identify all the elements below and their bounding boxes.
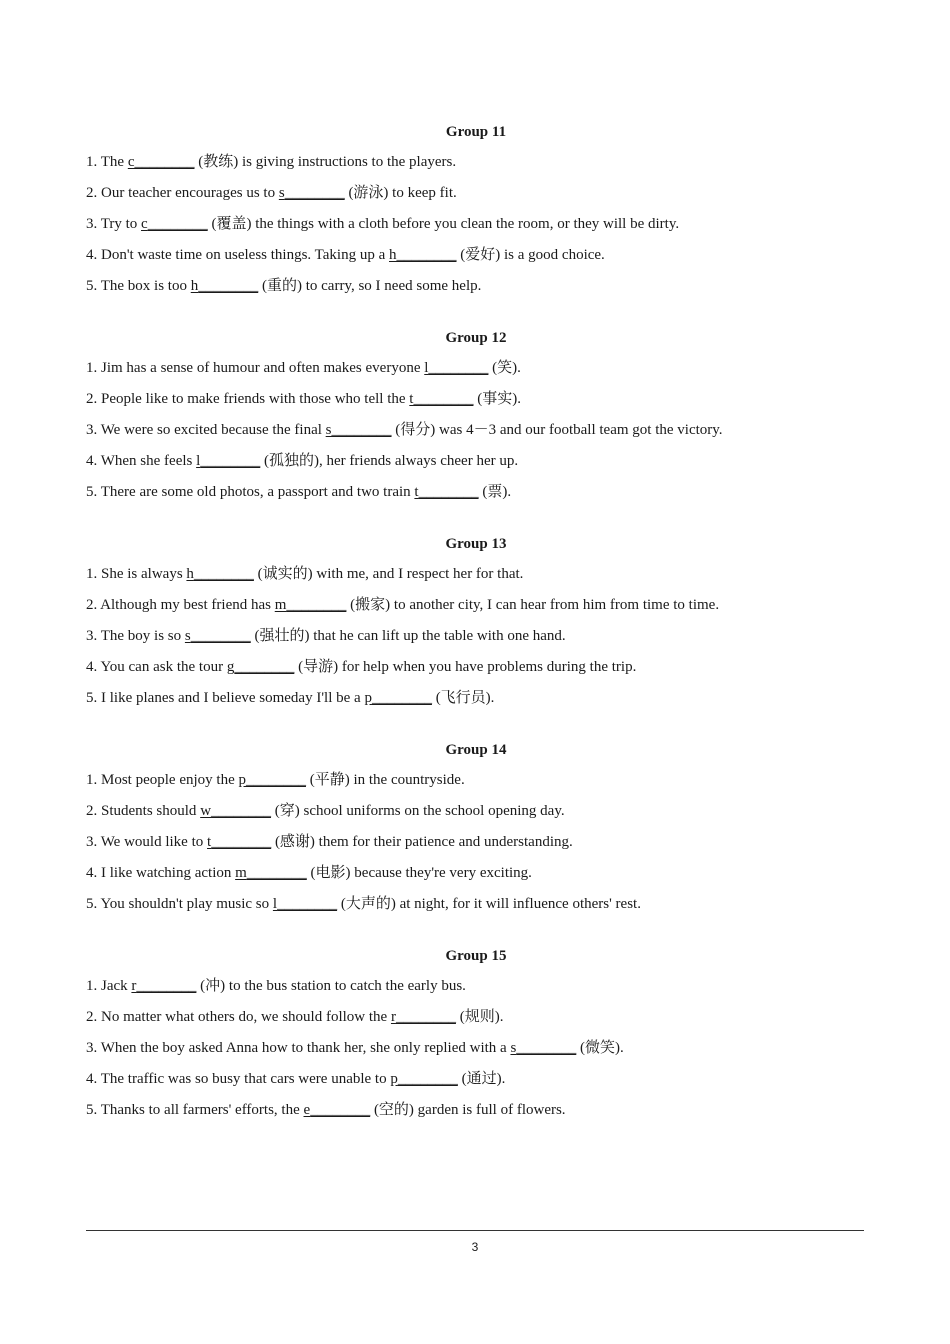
item-text: 1. Most people enjoy the xyxy=(86,772,239,788)
group-section xyxy=(86,532,866,718)
group-section xyxy=(86,738,866,924)
item-text: (覆盖) the things with a cloth before you clean the room, or they will be dirty. xyxy=(207,216,680,232)
hint-letter: l xyxy=(424,360,429,376)
answer-blank xyxy=(364,690,432,706)
item-text: (事实). xyxy=(473,391,521,407)
item-text: 5. There are some old photos, a passport and two train xyxy=(86,484,415,500)
footer-divider xyxy=(86,1230,864,1231)
item-text: (大声的) at night, for it will influence others' rest. xyxy=(337,896,641,912)
blank-line: ________ xyxy=(286,597,347,613)
hint-letter: t xyxy=(414,484,419,500)
group-section xyxy=(86,120,866,306)
group-title: Group 15 xyxy=(445,948,507,964)
hint-letter: l xyxy=(272,896,278,912)
blank-line: ________ xyxy=(234,659,295,675)
exercise-item xyxy=(86,625,866,656)
blank-line: ________ xyxy=(371,690,432,706)
answer-blank xyxy=(235,865,307,881)
blank-line: ________ xyxy=(331,422,392,438)
item-text: 4. You can ask the tour xyxy=(86,659,227,675)
item-text: 3. When the boy asked Anna how to thank her, she only replied with a xyxy=(86,1040,511,1056)
item-text: (强壮的) that he can lift up the table with one hand. xyxy=(250,628,566,644)
answer-blank xyxy=(131,978,196,994)
exercise-item xyxy=(86,862,866,893)
exercise-item xyxy=(86,831,866,862)
hint-letter: t xyxy=(207,834,212,850)
hint-letter: p xyxy=(390,1071,398,1087)
hint-letter: m xyxy=(235,865,247,881)
blank-line: ________ xyxy=(245,772,306,788)
hint-letter: c xyxy=(141,216,148,232)
answer-blank xyxy=(275,597,347,613)
hint-letter: w xyxy=(200,803,212,819)
group-title: Group 13 xyxy=(445,536,507,552)
answer-blank xyxy=(279,185,345,201)
worksheet-body xyxy=(86,120,866,1150)
exercise-item xyxy=(86,1037,866,1068)
blank-line: ________ xyxy=(413,391,474,407)
answer-blank xyxy=(414,484,478,500)
item-text: (诚实的) with me, and I respect her for that. xyxy=(253,566,524,582)
answer-blank xyxy=(186,566,254,582)
answer-blank xyxy=(191,278,259,294)
hint-letter: s xyxy=(278,185,285,201)
hint-letter: e xyxy=(303,1102,311,1118)
hint-letter: p xyxy=(364,690,372,706)
answer-blank xyxy=(141,216,208,232)
item-text: 4. Don't waste time on useless things. Taking up a xyxy=(86,247,390,263)
answer-blank xyxy=(128,154,195,170)
blank-line: ________ xyxy=(397,1071,458,1087)
answer-blank xyxy=(409,391,473,407)
item-text: (孤独的), her friends always cheer her up. xyxy=(260,453,519,469)
answer-blank xyxy=(227,659,295,675)
exercise-item xyxy=(86,563,866,594)
hint-letter: h xyxy=(389,247,397,263)
hint-letter: h xyxy=(190,278,199,294)
group-title: Group 11 xyxy=(445,124,507,140)
blank-line: ________ xyxy=(396,247,457,263)
exercise-item xyxy=(86,594,866,625)
hint-letter: s xyxy=(325,422,332,438)
group-section xyxy=(86,326,866,512)
item-text: (导游) for help when you have problems during the trip. xyxy=(294,659,637,675)
item-text: 3. Try to xyxy=(86,216,142,232)
exercise-item xyxy=(86,656,866,687)
item-text: (微笑). xyxy=(576,1040,624,1056)
answer-blank xyxy=(390,1071,458,1087)
item-text: (教练) is giving instructions to the players. xyxy=(194,154,457,170)
item-text: 3. We would like to xyxy=(86,834,208,850)
blank-line: ________ xyxy=(516,1040,577,1056)
hint-letter: m xyxy=(274,597,287,613)
item-text: 2. People like to make friends with those who tell the xyxy=(86,391,410,407)
item-text: 5. I like planes and I believe someday I'll be a xyxy=(86,690,365,706)
hint-letter: l xyxy=(196,453,201,469)
hint-letter: s xyxy=(510,1040,517,1056)
answer-blank xyxy=(238,772,306,788)
item-text: 3. We were so excited because the final xyxy=(86,422,326,438)
item-text: (笑). xyxy=(488,360,521,376)
exercise-item xyxy=(86,244,866,275)
exercise-item xyxy=(86,213,866,244)
answer-blank xyxy=(424,360,488,376)
exercise-item xyxy=(86,1068,866,1099)
exercise-item xyxy=(86,450,866,481)
answer-blank xyxy=(389,247,457,263)
blank-line: ________ xyxy=(134,154,195,170)
group-title: Group 14 xyxy=(445,742,507,758)
item-text: 2. Students should xyxy=(86,803,201,819)
exercise-item xyxy=(86,1099,866,1130)
hint-letter: g xyxy=(226,659,235,675)
item-text: 4. The traffic was so busy that cars were unable to xyxy=(86,1071,391,1087)
exercise-item xyxy=(86,275,866,306)
answer-blank xyxy=(200,803,271,819)
answer-blank xyxy=(207,834,271,850)
exercise-item xyxy=(86,182,866,213)
item-text: (平静) in the countryside. xyxy=(305,772,465,788)
exercise-item xyxy=(86,151,866,182)
answer-blank xyxy=(391,1009,456,1025)
blank-line: ________ xyxy=(310,1102,371,1118)
answer-blank xyxy=(304,1102,371,1118)
item-text: (空的) garden is full of flowers. xyxy=(370,1102,566,1118)
answer-blank xyxy=(510,1040,576,1056)
hint-letter: s xyxy=(184,628,191,644)
exercise-item xyxy=(86,800,866,831)
item-text: 5. Thanks to all farmers' efforts, the xyxy=(86,1102,304,1118)
group-title: Group 12 xyxy=(445,330,507,346)
hint-letter: t xyxy=(409,391,414,407)
item-text: (冲) to the bus station to catch the early bus. xyxy=(196,978,466,994)
blank-line: ________ xyxy=(193,566,254,582)
item-text: (电影) because they're very exciting. xyxy=(306,865,532,881)
item-text: 5. You shouldn't play music so xyxy=(86,896,273,912)
exercise-item xyxy=(86,1006,866,1037)
item-text: (飞行员). xyxy=(431,690,495,706)
item-text: 4. I like watching action xyxy=(86,865,236,881)
item-text: 1. Jim has a sense of humour and often makes everyone xyxy=(86,360,425,376)
exercise-item xyxy=(86,419,866,450)
blank-line: ________ xyxy=(198,278,259,294)
item-text: 1. Jack xyxy=(86,978,132,994)
exercise-item xyxy=(86,481,866,512)
blank-line: ________ xyxy=(136,978,197,994)
hint-letter: p xyxy=(238,772,246,788)
blank-line: ________ xyxy=(277,896,338,912)
group-section xyxy=(86,944,866,1130)
answer-blank xyxy=(196,453,260,469)
answer-blank xyxy=(326,422,392,438)
item-text: (爱好) is a good choice. xyxy=(456,247,605,263)
blank-line: ________ xyxy=(211,834,272,850)
blank-line: ________ xyxy=(211,803,272,819)
item-text: (感谢) them for their patience and understanding. xyxy=(271,834,573,850)
exercise-item xyxy=(86,975,866,1006)
blank-line: ________ xyxy=(190,628,251,644)
answer-blank xyxy=(185,628,251,644)
item-text: (通过). xyxy=(457,1071,506,1087)
item-text: 2. Our teacher encourages us to xyxy=(86,185,279,201)
answer-blank xyxy=(273,896,337,912)
item-text: (游泳) to keep fit. xyxy=(344,185,457,201)
hint-letter: c xyxy=(127,154,135,170)
item-text: 1. She is always xyxy=(86,566,187,582)
blank-line: ________ xyxy=(395,1009,456,1025)
exercise-item xyxy=(86,357,866,388)
item-text: (规则). xyxy=(455,1009,504,1025)
item-text: 5. The box is too xyxy=(86,278,191,294)
blank-line: ________ xyxy=(147,216,208,232)
blank-line: ________ xyxy=(200,453,261,469)
item-text: (搬家) to another city, I can hear from him from time to time. xyxy=(346,597,720,613)
item-text: 4. When she feels xyxy=(86,453,197,469)
item-text: 3. The boy is so xyxy=(86,628,185,644)
blank-line: ________ xyxy=(246,865,307,881)
blank-line: ________ xyxy=(418,484,479,500)
page-number: 3 xyxy=(471,1240,479,1254)
hint-letter: h xyxy=(186,566,194,582)
exercise-item xyxy=(86,687,866,718)
blank-line: ________ xyxy=(428,360,489,376)
item-text: (得分) was 4－3 and our football team got the victory. xyxy=(391,422,723,438)
exercise-item xyxy=(86,388,866,419)
exercise-item xyxy=(86,769,866,800)
item-text: (穿) school uniforms on the school opening day. xyxy=(271,803,565,819)
blank-line: ________ xyxy=(284,185,345,201)
item-text: (重的) to carry, so I need some help. xyxy=(258,278,482,294)
item-text: 2. No matter what others do, we should follow the xyxy=(86,1009,391,1025)
item-text: 1. The xyxy=(86,154,128,170)
hint-letter: r xyxy=(390,1009,396,1025)
exercise-item xyxy=(86,893,866,924)
item-text: (票). xyxy=(478,484,512,500)
item-text: 2. Although my best friend has xyxy=(86,597,275,613)
hint-letter: r xyxy=(131,978,137,994)
